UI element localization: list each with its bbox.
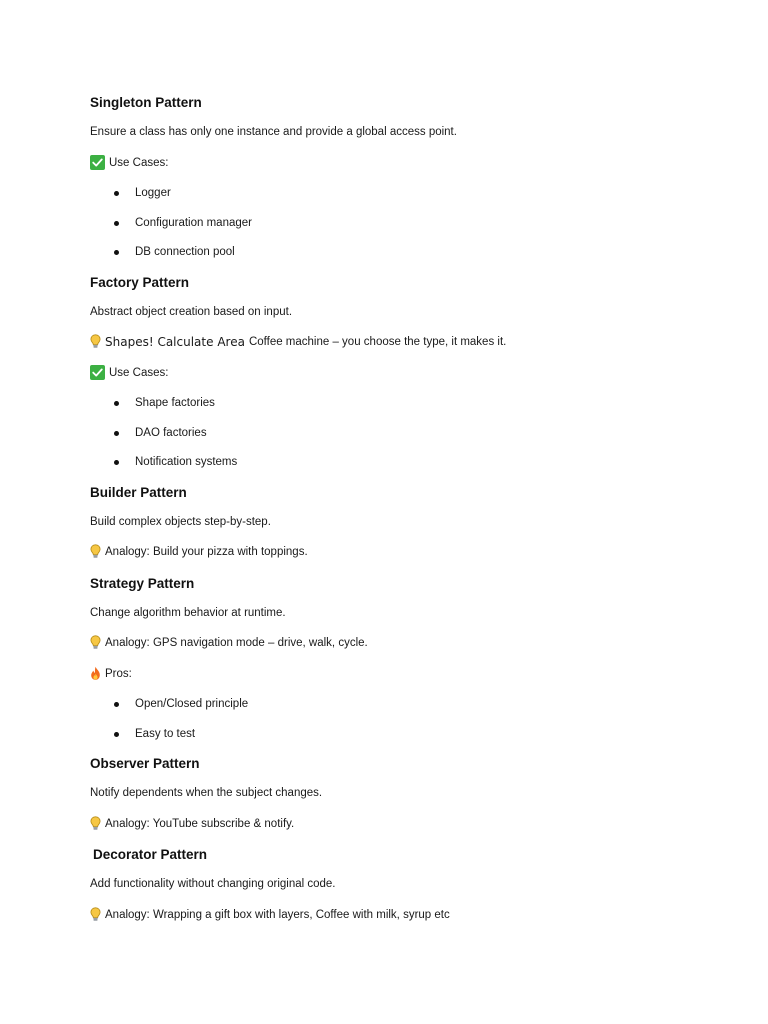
use-cases-label: Use Cases: (109, 156, 169, 169)
section-title: Builder Pattern (90, 484, 187, 500)
section-observer (90, 753, 730, 844)
analogy-text: Analogy: YouTube subscribe & notify. (105, 817, 295, 830)
lightbulb-icon (90, 907, 101, 922)
list-item: Notification systems (90, 452, 730, 482)
lightbulb-icon (90, 334, 101, 349)
analogy-line (90, 332, 730, 363)
use-cases-list (90, 183, 730, 272)
fire-icon (90, 666, 101, 681)
section-description: Add functionality without changing original code. (90, 878, 336, 890)
pros-label: Pros: (105, 667, 132, 680)
check-icon (90, 155, 105, 170)
section-title: Factory Pattern (90, 274, 190, 290)
use-cases-label: Use Cases: (109, 366, 169, 379)
lightbulb-icon (90, 816, 101, 831)
lightbulb-icon (90, 635, 101, 650)
section-title: Decorator Pattern (93, 847, 208, 862)
section-description: Build complex objects step-by-step. (90, 515, 271, 528)
document-page (90, 92, 730, 935)
section-strategy (90, 573, 730, 754)
use-cases-list (90, 393, 730, 482)
list-item: Logger (90, 183, 730, 213)
section-description: Notify dependents when the subject changes. (90, 787, 323, 799)
list-item: DB connection pool (90, 242, 730, 272)
list-item: DAO factories (90, 423, 730, 453)
analogy-text: Coffee machine – you choose the type, it makes it. (248, 336, 507, 348)
section-description: Ensure a class has only one instance and provide a global access point. (90, 126, 457, 138)
list-item: Configuration manager (90, 213, 730, 243)
use-cases-label-line (90, 153, 730, 184)
section-title: Singleton Pattern (90, 95, 202, 110)
section-title: Observer Pattern (90, 756, 200, 771)
section-title: Strategy Pattern (90, 575, 195, 591)
section-factory (90, 272, 730, 482)
analogy-line (90, 542, 730, 573)
analogy-text: Analogy: Wrapping a gift box with layers, Coffee with milk, syrup etc (105, 908, 450, 921)
check-icon (90, 365, 105, 380)
analogy-line (90, 905, 730, 936)
section-singleton (90, 92, 730, 272)
section-builder (90, 482, 730, 573)
section-description: Abstract object creation based on input. (90, 305, 293, 318)
list-item: Open/Closed principle (90, 694, 730, 724)
list-item: Easy to test (90, 724, 730, 754)
section-description: Change algorithm behavior at runtime. (90, 606, 286, 619)
use-cases-label-line (90, 363, 730, 394)
analogy-code-text: Shapes! Calculate Area (105, 335, 245, 349)
analogy-line (90, 814, 730, 845)
lightbulb-icon (90, 544, 101, 559)
list-item: Shape factories (90, 393, 730, 423)
section-decorator (90, 844, 730, 935)
analogy-line (90, 633, 730, 664)
analogy-text: Analogy: Build your pizza with toppings. (105, 546, 308, 558)
analogy-text: Analogy: GPS navigation mode – drive, walk, cycle. (105, 637, 368, 649)
pros-list (90, 694, 730, 753)
pros-label-line (90, 664, 730, 695)
